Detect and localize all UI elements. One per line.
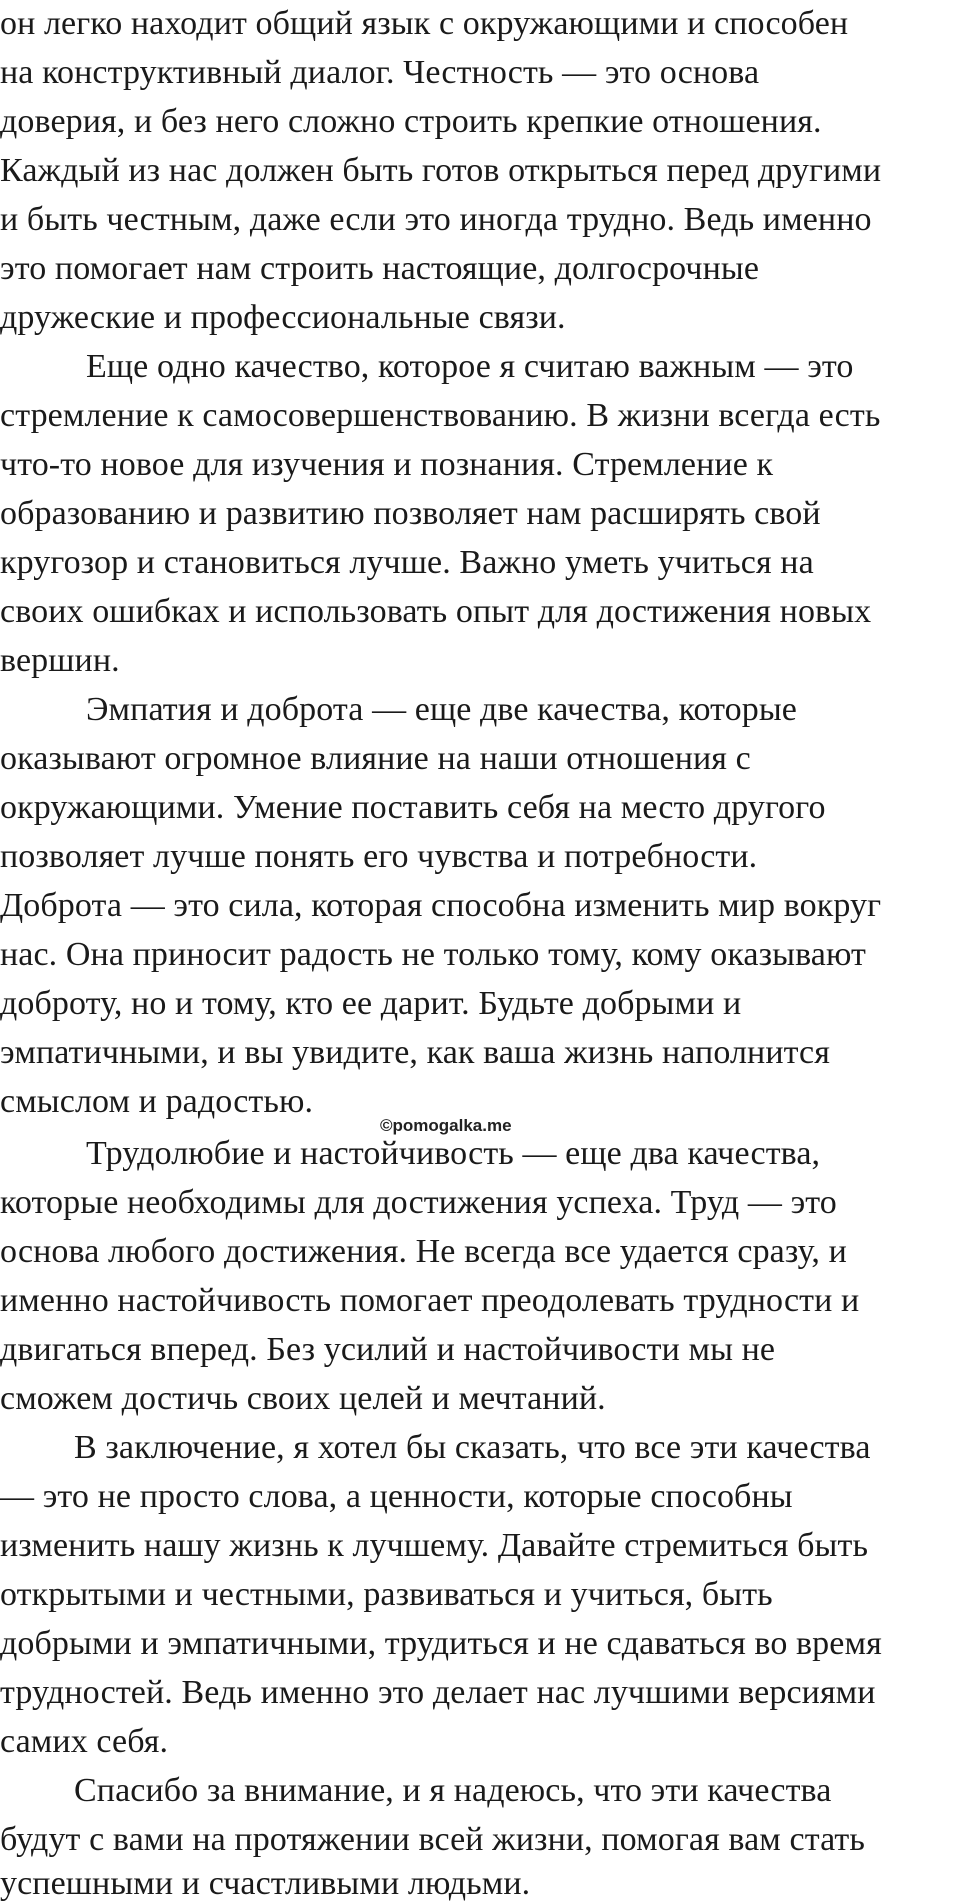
text-line: стремление к самосовершенствованию. В жизни всегда есть <box>0 397 881 434</box>
text-line: смыслом и радостью. <box>0 1083 314 1120</box>
text-line: вершин. <box>0 642 120 679</box>
text-line: и быть честным, даже если это иногда трудно. Ведь именно <box>0 201 872 238</box>
text-line: изменить нашу жизнь к лучшему. Давайте стремиться быть <box>0 1527 869 1564</box>
paragraph-first-line: Эмпатия и доброта — еще две качества, которые <box>86 691 797 728</box>
text-line: на конструктивный диалог. Честность — это основа <box>0 54 760 91</box>
text-line: оказывают огромное влияние на наши отношения с <box>0 740 751 777</box>
text-line: доброту, но и тому, кто ее дарит. Будьте добрыми и <box>0 985 742 1022</box>
text-line: двигаться вперед. Без усилий и настойчивости мы не <box>0 1331 776 1368</box>
paragraph-first-line: В заключение, я хотел бы сказать, что все эти качества <box>74 1429 871 1466</box>
text-line: именно настойчивость помогает преодолевать трудности и <box>0 1282 860 1319</box>
text-line: кругозор и становиться лучше. Важно уметь учиться на <box>0 544 814 581</box>
text-line: нас. Она приносит радость не только тому, кому оказывают <box>0 936 867 973</box>
text-line: своих ошибках и использовать опыт для достижения новых <box>0 593 872 630</box>
text-line: успешными и счастливыми людьми. <box>0 1865 531 1902</box>
text-line: Каждый из нас должен быть готов открыться перед другими <box>0 152 882 189</box>
paragraph-first-line: Еще одно качество, которое я считаю важным — это <box>86 348 854 385</box>
text-line: он легко находит общий язык с окружающими и способен <box>0 5 849 42</box>
text-line: самих себя. <box>0 1723 169 1760</box>
text-line: Доброта — это сила, которая способна изменить мир вокруг <box>0 887 882 924</box>
text-line: эмпатичными, и вы увидите, как ваша жизнь наполнится <box>0 1034 830 1071</box>
watermark: ©pomogalka.me <box>380 1116 512 1135</box>
text-line: которые необходимы для достижения успеха. Труд — это <box>0 1184 837 1221</box>
text-line: что-то новое для изучения и познания. Стремление к <box>0 446 774 483</box>
paragraph-first-line: Трудолюбие и настойчивость — еще два качества, <box>86 1135 821 1172</box>
text-line: позволяет лучше понять его чувства и потребности. <box>0 838 758 875</box>
text-line: доверия, и без него сложно строить крепкие отношения. <box>0 103 822 140</box>
text-line: образованию и развитию позволяет нам расширять свой <box>0 495 821 532</box>
text-line: это помогает нам строить настоящие, долгосрочные <box>0 250 760 287</box>
paragraph-first-line: Спасибо за внимание, и я надеюсь, что эти качества <box>74 1772 832 1809</box>
text-line: трудностей. Ведь именно это делает нас лучшими версиями <box>0 1674 876 1711</box>
text-line: добрыми и эмпатичными, трудиться и не сдаваться во время <box>0 1625 882 1662</box>
text-line: открытыми и честными, развиваться и учиться, быть <box>0 1576 773 1613</box>
text-line: основа любого достижения. Не всегда все удается сразу, и <box>0 1233 847 1270</box>
text-line: дружеские и профессиональные связи. <box>0 299 566 336</box>
text-line: сможем достичь своих целей и мечтаний. <box>0 1380 606 1417</box>
text-line: — это не просто слова, а ценности, которые способны <box>0 1478 793 1515</box>
text-line: окружающими. Умение поставить себя на место другого <box>0 789 826 826</box>
text-line: будут с вами на протяжении всей жизни, помогая вам стать <box>0 1821 865 1858</box>
